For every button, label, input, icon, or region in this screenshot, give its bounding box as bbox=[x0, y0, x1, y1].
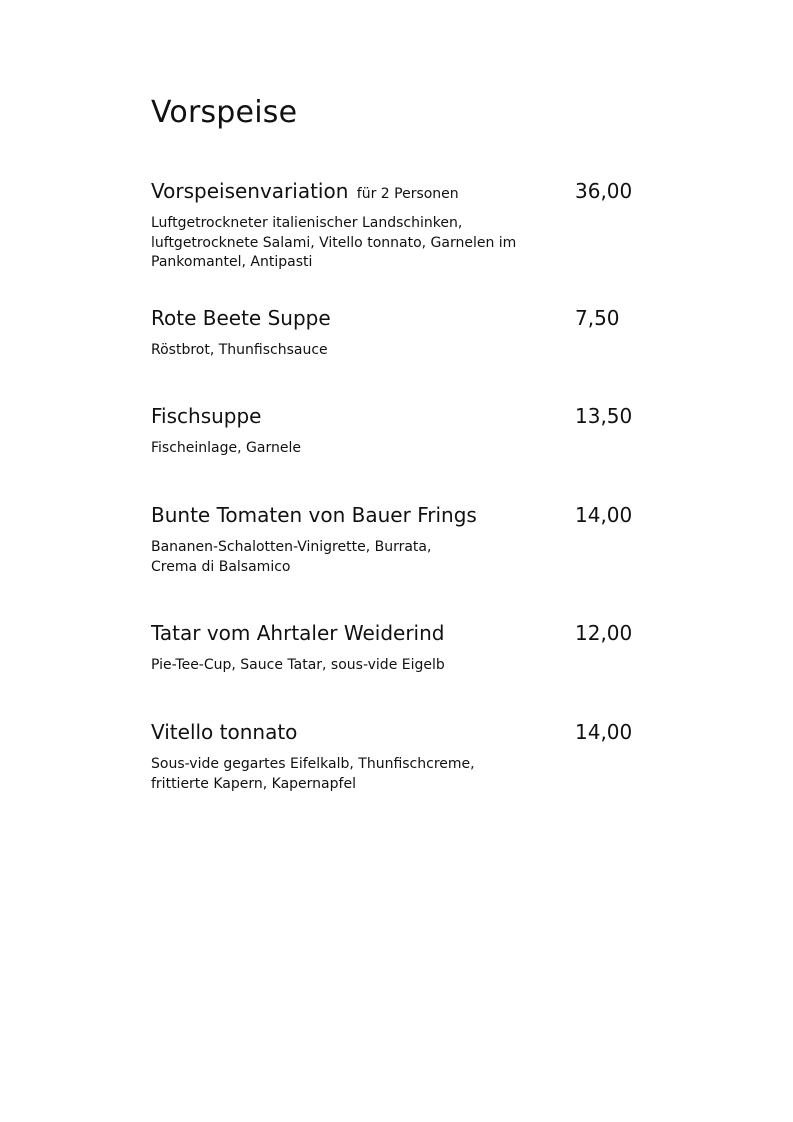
item-name: Bunte Tomaten von Bauer Frings bbox=[151, 503, 477, 527]
item-description bbox=[151, 755, 551, 794]
item-description bbox=[151, 214, 551, 273]
item-description bbox=[151, 341, 551, 361]
item-name: Vitello tonnato bbox=[151, 720, 298, 744]
item-description-line: Röstbrot, Thunfischsauce bbox=[151, 342, 328, 358]
item-name: Rote Beete Suppe bbox=[151, 306, 331, 330]
item-price: 14,00 bbox=[575, 720, 633, 744]
item-price: 36,00 bbox=[575, 179, 633, 203]
item-description-line: Bananen-Schalotten-Vinigrette, Burrata, bbox=[151, 539, 432, 555]
item-price: 7,50 bbox=[575, 306, 620, 330]
item-price: 14,00 bbox=[575, 503, 633, 527]
item-name: Tatar vom Ahrtaler Weiderind bbox=[151, 621, 445, 645]
item-name bbox=[151, 178, 459, 207]
item-description-line: Crema di Balsamico bbox=[151, 558, 291, 575]
item-price: 12,00 bbox=[575, 621, 633, 645]
item-description-line: frittierte Kapern, Kapernapfel bbox=[151, 775, 356, 792]
item-price: 13,50 bbox=[575, 404, 633, 428]
item-description bbox=[151, 656, 551, 676]
item-description bbox=[151, 538, 551, 577]
item-description-line: Fischeinlage, Garnele bbox=[151, 440, 301, 456]
item-name: Fischsuppe bbox=[151, 404, 262, 428]
item-description-line: Sous-vide gegartes Eifelkalb, Thunfischcreme, bbox=[151, 756, 475, 772]
item-description-line: Pankomantel, Antipasti bbox=[151, 254, 313, 270]
item-note: für 2 Personen bbox=[356, 186, 459, 202]
item-description-line: Pie-Tee-Cup, Sauce Tatar, sous-vide Eigelb bbox=[151, 657, 445, 673]
item-description-line: Luftgetrockneter italienischer Landschinken, bbox=[151, 215, 463, 231]
section-title: Vorspeise bbox=[151, 95, 298, 130]
item-description bbox=[151, 439, 551, 459]
item-name-text: Vorspeisenvariation bbox=[151, 179, 349, 203]
item-description-line: luftgetrocknete Salami, Vitello tonnato, Garnelen im bbox=[151, 234, 517, 251]
